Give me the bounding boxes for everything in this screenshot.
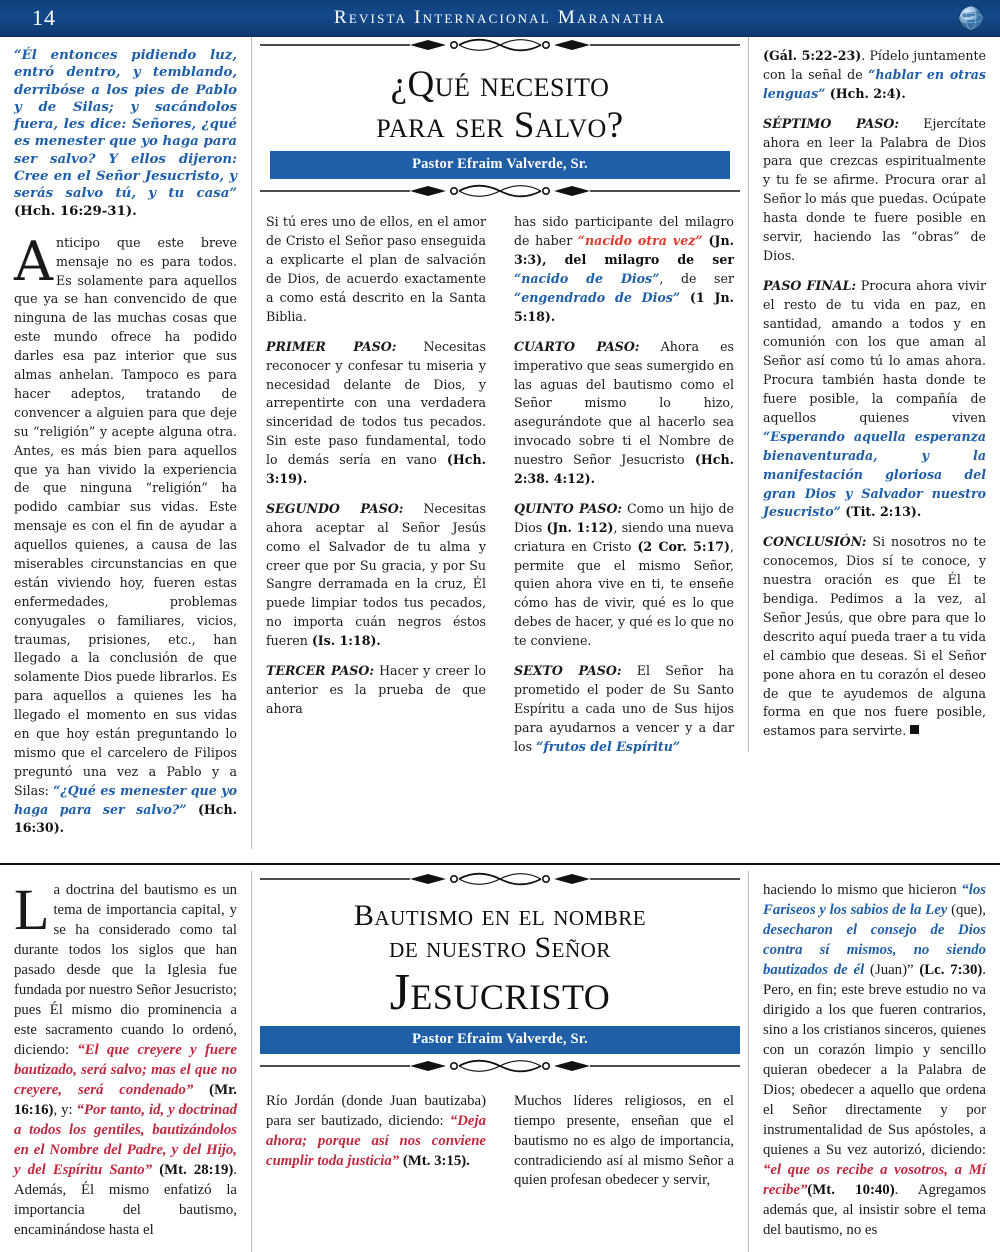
- c4-ref-tito: (Tit. 2:13).: [840, 504, 922, 520]
- article1-intro-text: Anticipo que este breve mensaje no es para todos. Es solamente para aquellos que ya se han convencido de que ninguna de las muchas cosas que este mundo ofrece ha podido darles esa paz interior que sus almas anhelan. Tampoco es para hacer adeptos, tratando de convencer a alguien para que deje su “religión” y acepte alguna otra. Antes, es más bien para aquellos que ya han vivido la experiencia de que ninguna “religión” ha podido cambiar sus vidas. Este mensaje es con el fin de ayudar a aquellos quienes, a causa de las miserables circunstancias en que están viviendo hoy, fueren estas enfermedades, problemas conyugales o familiares, vicios, traumas, prisiones, etc., han llegado a la conclusión de que solamente Dios puede librarlos. Es para aquellos a quienes les ha llegado el momento en sus vidas en que hoy están preguntando lo mismo que el carcelero de Filipos preguntó una vez a Pablo y a Silas:: [14, 229, 237, 798]
- article1-lead-scripture: [14, 47, 237, 220]
- article2-c4-a: haciendo lo mismo que hicieron: [763, 882, 962, 899]
- article2-c2-p1: [266, 1092, 486, 1172]
- article2-quote-mt1040: “el que os recibe a vosotros, a Mí recibe”: [763, 1161, 986, 1198]
- article2-intro-paragraph: [14, 877, 237, 1240]
- article2-column-2: [252, 1092, 500, 1203]
- article1-intro-quote: “¿Qué es menester que yo haga para ser salvo?”: [14, 782, 237, 817]
- article2-intro-c: . Además, Él mismo enfatizó la importancia del bautismo, encaminándose hasta el: [14, 1161, 237, 1238]
- article2-headline-line1: Bautismo en el nombre: [353, 899, 647, 933]
- article-separator-rule: [0, 863, 1000, 865]
- step-ref-quinto-2: (2 Cor. 5:17): [637, 538, 730, 554]
- step-label-cuarto: CUARTO PASO:: [514, 338, 640, 354]
- c3-p1-c: , de ser: [659, 271, 734, 287]
- article2-headline-line3: Jesucristo: [389, 963, 611, 1021]
- article2-intro-text: La doctrina del bautismo es un tema de importancia capital, y se ha considerado como tal durante todos los siglos que han pasado desde que la Iglesia fue fundada por nuestro Señor Jesucristo; pues Él mismo dio prominencia a este sacramento cuando lo ordenó, diciendo:: [14, 877, 237, 1059]
- step-ref-segundo: (Is. 1:18).: [311, 633, 381, 649]
- c3-quote-frutos-del-espiritu: “frutos del Espíritu”: [536, 738, 681, 754]
- article1-c3-p1: [514, 213, 734, 326]
- article2-quote-mr1616: “El que creyere y fuere bautizado, será salvo; mas el que no creyere, será condenado”: [14, 1042, 237, 1098]
- article2-c4-c: (Juan)”: [864, 962, 920, 979]
- step-ref-primer: (Hch. 3:19).: [266, 452, 486, 487]
- article2-quote-fariseos-1: “los Fariseos y los sabios de la Ley: [763, 882, 986, 919]
- article2-c4-e: . Agregamos además que, al insistir sobre el tema del bautismo, no es: [763, 1181, 986, 1238]
- step-text-tercer: Hacer y creer lo anterior es la prueba de que ahora: [266, 663, 486, 716]
- step-ref-cuarto: (Hch. 2:38. 4:12).: [514, 452, 734, 487]
- article1-step-quinto: [514, 500, 734, 651]
- article1-step-septimo: [763, 115, 986, 266]
- step-label-septimo: SÉPTIMO PASO:: [763, 115, 900, 131]
- step-label-final: PASO FINAL:: [763, 277, 857, 293]
- c4-ref-hechos: (Hch. 2:4).: [825, 85, 906, 101]
- article2-column-3: [500, 1092, 748, 1203]
- article2-quote-fariseos-2: desecharon el consejo de Dios contra sí mismos, no siendo bautizados de él: [763, 922, 986, 979]
- article1-c4-p1: [763, 47, 986, 104]
- article1-left-column: [0, 37, 252, 849]
- step-label-primer: PRIMER PASO:: [266, 338, 397, 354]
- end-mark-icon: [910, 725, 919, 734]
- article2-c2-text: Río Jordán (donde Juan bautizaba) para ser bautizado, diciendo:: [266, 1092, 486, 1129]
- step-ref-quinto-1: (Jn. 1:12): [546, 519, 614, 535]
- lead-quote-text: “Él entonces pidiendo luz, entró dentro, y temblando, derribóse a los pies de Pablo y de Silas; y sacándolos fuera, les dice: Señores, ¿qué es menester que yo haga para ser salvo? Y ellos dijeron: Cree en el Señor Jesucristo, y serás salvo tú, y tu casa”: [14, 48, 237, 202]
- c4-quote-hablar-en-otras-lenguas: “hablar en otras lenguas”: [763, 66, 986, 101]
- article2-c3-p1: Muchos líderes religiosos, en el tiempo presente, enseñan que el bautismo no es algo de importancia, contradiciendo así al mismo Señor a quien profesan obedecer y servir,: [514, 1092, 734, 1189]
- page-masthead: [0, 0, 1000, 37]
- article2-ref-mr1616: (Mr. 16:16): [14, 1082, 237, 1118]
- article2-byline: Pastor Efraim Valverde, Sr.: [260, 1026, 740, 1054]
- article-bautismo-en-el-nombre-de-jesucristo: [0, 871, 1000, 1251]
- article1-byline: Pastor Efraim Valverde, Sr.: [270, 151, 730, 179]
- article1-column-3: [500, 213, 748, 767]
- article1-headline-line2: para ser Salvo?: [376, 105, 624, 147]
- article1-right-column: [748, 37, 1000, 752]
- article1-body-columns: [252, 213, 748, 767]
- c3-quote-nacido-otra-vez: “nacido otra vez”: [577, 233, 703, 249]
- step-label-sexto: SEXTO PASO:: [514, 663, 622, 679]
- step-text-quinto-b: , siendo una nueva criatura en Cristo: [514, 519, 734, 554]
- article1-step-segundo: [266, 500, 486, 651]
- article2-left-column: [0, 871, 252, 1251]
- step-label-segundo: SEGUNDO PASO:: [266, 500, 404, 516]
- article1-step-primer: [266, 338, 486, 489]
- c3-quote-nacido-de-dios: “nacido de Dios”: [514, 271, 660, 287]
- step-text-quinto-a: Como un hijo de Dios: [514, 500, 734, 535]
- article2-title-block: [252, 871, 748, 1073]
- article1-intro-reference: (Hch. 16:30).: [14, 801, 238, 836]
- step-text-quinto-c: , permite que el mismo Señor, quien ahora vive en ti, te enseñe cómo has de vivir, qué es lo que debes de hacer, y qué es lo que no te conviene.: [514, 538, 734, 649]
- step-text-sexto: El Señor ha prometido el poder de Su Santo Espíritu a cada uno de Sus hijos para ayudarnos a vencer y a dar los: [514, 663, 734, 754]
- c3-p1-a: has sido participante del milagro de haber: [514, 214, 734, 249]
- c3-p1-b: (Jn. 3:3), del milagro de ser: [514, 233, 734, 268]
- article1-step-final: [763, 277, 986, 523]
- ornament-divider-bottom-icon: [260, 1058, 740, 1074]
- c4-ref-galatas: (Gál. 5:22-23): [763, 48, 862, 63]
- article2-headline-line2: de nuestro Señor: [389, 930, 611, 964]
- page-number: 14: [32, 4, 56, 30]
- step-text-segundo: Necesitas ahora aceptar al Señor Jesús como el Salvador de tu alma y creer que por Su gracia, y por Su Sangre derramada en la cruz, Él puede limpiar todos tus pecados, no importa cuán negros éstos fueren: [266, 500, 486, 649]
- article2-center-block: [252, 871, 748, 1202]
- article1-step-tercer: [266, 662, 486, 719]
- article2-body-columns: [252, 1092, 748, 1203]
- article1-column-2: [252, 213, 500, 767]
- magazine-title: Revista Internacional Maranatha: [333, 6, 667, 28]
- article1-intro-paragraph: [14, 229, 238, 839]
- article1-title-block: [252, 37, 748, 199]
- step-text-primer: Necesitas reconocer y confesar tu miseria y necesidad delante de Dios, y arrepentirte con una verdadera sinceridad de todos tus pecados. Sin este paso fundamental, todo lo demás sería en vano: [266, 338, 486, 468]
- step-text-cuarto: Ahora es imperativo que seas sumergido en las aguas del bautismo como el Señor mismo lo hizo, asegurándote que al hacerlo sea invocado sobre ti el Nombre de nuestro Señor Jesucristo: [514, 338, 734, 468]
- article1-step-cuarto: [514, 338, 734, 489]
- article2-c4-p1: [763, 881, 986, 1240]
- c4-quote-esperando: “Esperando aquella esperanza bienaventurada, y la manifestación gloriosa del gran Dios y Salvador nuestro Jesucristo”: [763, 428, 986, 520]
- article2-right-column: [748, 871, 1000, 1251]
- c3-p1-d: (1 Jn. 5:18).: [514, 290, 734, 324]
- article1-headline-line1: ¿Qué necesito: [390, 64, 610, 105]
- conclusion-label: CONCLUSIÓN:: [763, 534, 867, 550]
- article2-intro-b: , y:: [53, 1101, 77, 1118]
- ornament-divider-top-icon: [260, 37, 740, 53]
- step-text-final: Procura ahora vivir el resto de tu vida en paz, en santidad, amando a todos y en comunión con los que aman al Señor así como tú lo amas ahora. Procura también hasta donde te fuere posible, la compañía de aquellos quienes viven: [763, 277, 986, 426]
- globe-icon: [956, 3, 986, 33]
- article2-c4-d: . Pero, en fin; este breve estudio no va dirigido a los que fueren contrarios, sino a los cristianos sinceros, quienes con un corazón limpio y sencillo quieran obedecer a la Palabra de Dios; obedecer a aquello que ordena el Señor directamente y por instrumentalidad de Sus apóstoles, a quienes a Su vez autorizó, diciendo:: [763, 962, 986, 1158]
- article1-step-sexto: [514, 662, 734, 756]
- article2-ref-mt2819: (Mt. 28:19): [152, 1161, 234, 1178]
- article2-quote-mt315: “Deja ahora; porque así nos conviene cumplir toda justicia”: [266, 1112, 486, 1169]
- article2-ref-mt1040: (Mt. 10:40): [807, 1181, 895, 1198]
- article1-conclusion: [763, 533, 986, 741]
- conclusion-text: Si nosotros no te conocemos, Dios sí te conoce, y nuestra oración es que Él te bendiga. Pedimos a la vez, al Señor Jesús, que obre para que lo descrito aquí pueda traer a tu vida el cambio que deseas. Si el Señor pone ahora en tu corazón el deseo de que te ayudemos de alguna forma en que nos fuere posible, estamos para servirte.: [763, 534, 986, 739]
- step-label-quinto: QUINTO PASO:: [514, 500, 623, 516]
- article2-ref-lc730: (Lc. 7:30): [919, 962, 983, 979]
- ornament-divider-top-icon: [260, 871, 740, 887]
- c3-quote-engendrado-de-dios: “engendrado de Dios”: [514, 290, 681, 305]
- article2-c4-b: (que),: [947, 902, 986, 919]
- article1-center-block: [252, 37, 748, 767]
- article-que-necesito-para-ser-salvo: [0, 37, 1000, 849]
- article1-c2-p1: Si tú eres uno de ellos, en el amor de Cristo el Señor paso enseguida a explicarte el plan de salvación de Dios, de acuerdo exactamente a como está descrito en la Santa Biblia.: [266, 214, 486, 324]
- c4-p1-a: . Pídelo juntamente con la señal de: [763, 48, 986, 82]
- ornament-divider-bottom-icon: [260, 183, 740, 199]
- step-text-septimo: Ejercítate ahora en leer la Palabra de Dios para que crezcas espiritualmente y tu fe se afirme. Procura orar al Señor lo más que puedas. Ocúpate hasta donde te fuere posible en servir, haciendo las “obras” de Dios.: [763, 115, 986, 263]
- article2-quote-mt2819: “Por tanto, id, y doctrinad a todos los gentiles, bautizándolos en el Nombre del Padre, y del Hijo, y del Espíritu Santo”: [14, 1101, 237, 1178]
- lead-quote-reference: (Hch. 16:29-31).: [14, 203, 137, 219]
- article2-ref-mt315: (Mt. 3:15).: [399, 1152, 470, 1169]
- step-label-tercer: TERCER PASO:: [266, 663, 375, 679]
